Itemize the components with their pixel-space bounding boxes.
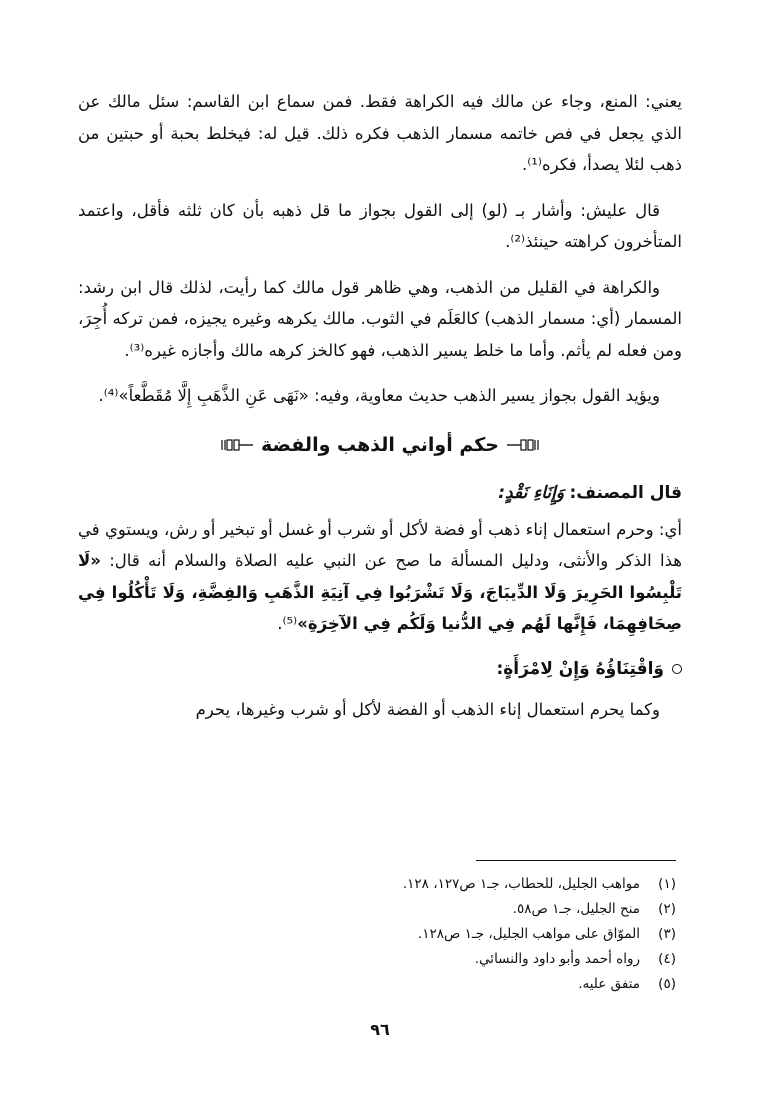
footnote-text: الموّاق على مواهب الجليل، جـ١ ص١٢٨. xyxy=(417,926,640,942)
footnote-divider xyxy=(476,860,676,861)
footnote-number: (١) xyxy=(658,876,676,892)
matn-text: وَاقْتِنَاؤُهُ وَإِنْ لِامْرَأَةٍ: xyxy=(496,658,664,679)
paragraph-1: يعني: المنع، وجاء عن مالك فيه الكراهة فقط. فمن سماع ابن القاسم: سئل مالك عن الذي يجعل في فص خاتمه مسمار الذهب فكره ذلك. قيل له: فيخلط بحبة أو حبتين من ذهب لئلا يصدأ، فكره⁽¹⁾. xyxy=(78,92,682,174)
section-heading-block xyxy=(78,430,682,460)
matn-line xyxy=(78,654,682,684)
page-number: ٩٦ xyxy=(370,1020,390,1039)
footnote-text: رواه أحمد وأبو داود والنسائي. xyxy=(474,951,640,967)
circle-bullet-icon xyxy=(672,664,682,674)
commentary-paragraph xyxy=(78,514,682,640)
footnote-item xyxy=(156,922,676,947)
footnote-text: متفق عليه. xyxy=(578,976,640,992)
footnote-number: (٢) xyxy=(658,901,676,917)
footnote-number: (٤) xyxy=(658,951,676,967)
page-body xyxy=(78,86,682,739)
paragraph-4: ويؤيد القول بجواز يسير الذهب حديث معاوية، وفيه: «نَهَى عَنِ الذَّهَبِ إِلَّا مُقَطَّعاً»⁽⁴⁾. xyxy=(98,386,660,405)
commentary-intro: أي: وحرم استعمال إناء ذهب أو فضة لأكل أو شرب أو غسل أو تبخير أو رش، ويستوي في هذا الذكر والأنثى، ودليل المسألة ما صح عن النبي عليه الصلاة والسلام أنه قال: xyxy=(78,519,682,570)
footnotes-list xyxy=(156,872,676,997)
paragraph-last: وكما يحرم استعمال إناء الذهب أو الفضة لأكل أو شرب وغيرها، يحرم xyxy=(195,699,660,719)
hadith-quote: «لَا تَلْبِسُوا الحَرِيرَ وَلَا الدِّيبَاجَ، وَلَا تَشْرَبُوا فِي آنِيَةِ الذَّهَبِ وَالفِضَّةِ، وَلَا تَأْكُلُوا فِي صِحَافِهِمَا، فَإِنَّها لَهُم فِي الدُّنيا وَلَكُم فِي الآخِرَةِ» xyxy=(78,551,682,633)
footnote-item xyxy=(156,872,676,897)
author-label: قال المصنف: xyxy=(569,482,682,503)
author-matn: وَإِنَاءِ نَقْدٍ: xyxy=(498,482,565,503)
section-heading: حكم أواني الذهب والفضة xyxy=(261,433,499,456)
ornament-left-icon xyxy=(211,438,253,452)
footnote-number: (٣) xyxy=(658,926,676,942)
footnote-item xyxy=(156,972,676,997)
ornament-right-icon xyxy=(507,438,549,452)
footnote-item xyxy=(156,947,676,972)
paragraph-2: قال عليش: وأشار بـ (لو) إلى القول بجواز ما قل ذهبه بأن كان ثلثه فأقل، واعتمد المتأخرون كراهته حينئذ⁽²⁾. xyxy=(78,200,682,251)
footnote-number: (٥) xyxy=(658,976,676,992)
footnote-ref-5: ⁽⁵⁾. xyxy=(277,614,298,633)
footnote-text: منح الجليل، جـ١ ص٥٨. xyxy=(512,901,640,917)
author-statement xyxy=(78,478,682,508)
footnote-item xyxy=(156,897,676,922)
footnote-text: مواهب الجليل، للحطاب، جـ١ ص١٢٧، ١٢٨. xyxy=(402,876,640,892)
paragraph-3: والكراهة في القليل من الذهب، وهي ظاهر قول مالك كما رأيت، لذلك قال ابن رشد: المسمار (أي: مسمار الذهب) كالعَلَم في الثوب. مالك يكرهه وغيره يجيزه، فمن تركه أُجِرَ، ومن فعله لم يأثم. وأما ما خلط يسير الذهب، فهو كالخز كرهه مالك وأجازه غيره⁽³⁾. xyxy=(78,277,682,360)
